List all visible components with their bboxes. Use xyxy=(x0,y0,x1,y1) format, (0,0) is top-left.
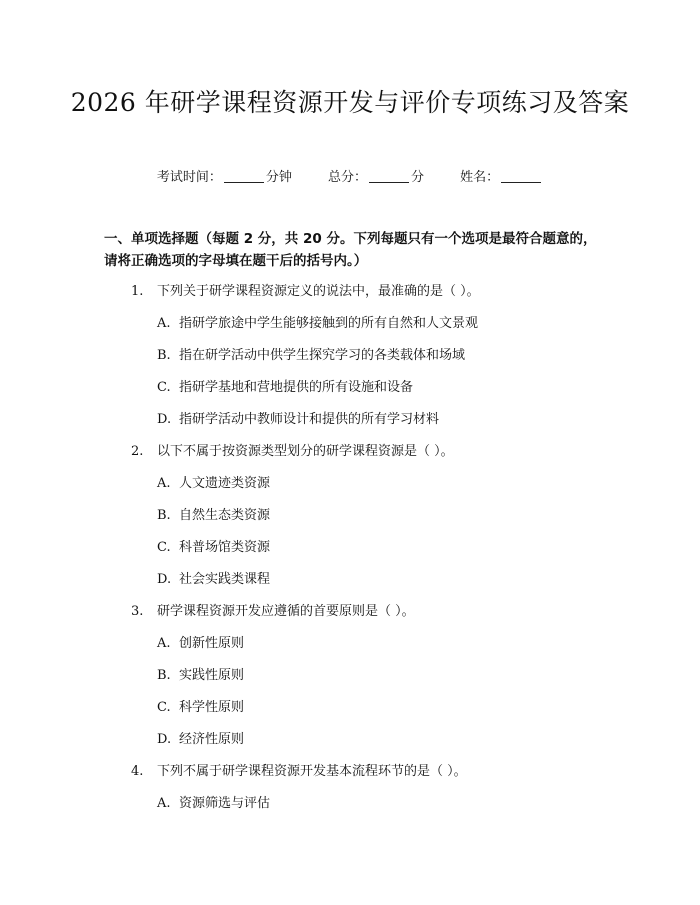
question-1-option-b xyxy=(157,347,465,365)
question-2-option-a xyxy=(157,475,270,493)
question-1 xyxy=(131,283,480,301)
option-letter: A. xyxy=(157,316,171,331)
option-letter: D. xyxy=(157,732,172,747)
question-2-option-d xyxy=(157,571,270,589)
total-score-unit: 分 xyxy=(411,170,425,185)
option-text: 指研学旅途中学生能够接触到的所有自然和人文景观 xyxy=(179,316,479,331)
option-text: 自然生态类资源 xyxy=(179,508,271,523)
question-stem: 研学课程资源开发应遵循的首要原则是（ ）。 xyxy=(157,604,415,619)
exam-time-blank xyxy=(224,182,264,183)
option-letter: D. xyxy=(157,412,172,427)
name-field xyxy=(460,169,543,187)
question-4-option-a xyxy=(157,795,270,813)
option-letter: A. xyxy=(157,636,171,651)
option-letter: B. xyxy=(157,348,171,363)
exam-time-label: 考试时间： xyxy=(156,170,222,185)
option-text: 经济性原则 xyxy=(179,732,245,747)
section-heading: 一、单项选择题（每题 2 分，共 20 分。下列每题只有一个选项是最符合题意的，请将正确选项的字母填在题干后的括号内。） xyxy=(104,231,597,269)
question-2-option-c xyxy=(157,539,270,557)
option-letter: C. xyxy=(157,380,171,395)
option-text: 指研学基地和营地提供的所有设施和设备 xyxy=(179,380,414,395)
question-number: 2. xyxy=(131,444,144,459)
exam-time-field xyxy=(157,169,292,187)
option-text: 社会实践类课程 xyxy=(179,572,271,587)
question-number: 4. xyxy=(131,764,144,779)
question-number: 3. xyxy=(131,604,144,619)
question-stem: 下列不属于研学课程资源开发基本流程环节的是（ ）。 xyxy=(157,764,467,779)
option-text: 指在研学活动中供学生探究学习的各类载体和场域 xyxy=(179,348,466,363)
exam-time-unit: 分钟 xyxy=(265,170,292,185)
exam-info-line xyxy=(0,169,700,187)
option-text: 资源筛选与评估 xyxy=(179,796,271,811)
question-1-option-a xyxy=(157,315,478,333)
question-stem: 以下不属于按资源类型划分的研学课程资源是（ ）。 xyxy=(157,444,454,459)
option-text: 指研学活动中教师设计和提供的所有学习材料 xyxy=(179,412,440,427)
name-label: 姓名： xyxy=(460,170,500,185)
question-4 xyxy=(131,763,467,781)
question-3-option-c xyxy=(157,699,244,717)
question-3-option-a xyxy=(157,635,244,653)
document-title: 2026 年研学课程资源开发与评价专项练习及答案 xyxy=(70,88,630,117)
total-score-label: 总分： xyxy=(327,170,367,185)
option-letter: A. xyxy=(157,796,171,811)
question-2-option-b xyxy=(157,507,270,525)
option-text: 科普场馆类资源 xyxy=(179,540,271,555)
option-letter: C. xyxy=(157,540,171,555)
option-letter: B. xyxy=(157,668,171,683)
question-3-option-d xyxy=(157,731,244,749)
option-letter: B. xyxy=(157,508,171,523)
question-3-option-b xyxy=(157,667,244,685)
question-1-option-c xyxy=(157,379,413,397)
name-blank xyxy=(501,182,541,183)
option-text: 实践性原则 xyxy=(179,668,245,683)
total-score-field xyxy=(328,169,424,187)
option-letter: D. xyxy=(157,572,172,587)
option-text: 创新性原则 xyxy=(179,636,245,651)
option-text: 科学性原则 xyxy=(179,700,245,715)
question-stem: 下列关于研学课程资源定义的说法中，最准确的是（ ）。 xyxy=(157,284,480,299)
question-1-option-d xyxy=(157,411,439,429)
option-letter: A. xyxy=(157,476,171,491)
option-text: 人文遗迹类资源 xyxy=(179,476,271,491)
question-2 xyxy=(131,443,454,461)
option-letter: C. xyxy=(157,700,171,715)
question-3 xyxy=(131,603,415,621)
total-score-blank xyxy=(369,182,409,183)
question-number: 1. xyxy=(131,284,144,299)
